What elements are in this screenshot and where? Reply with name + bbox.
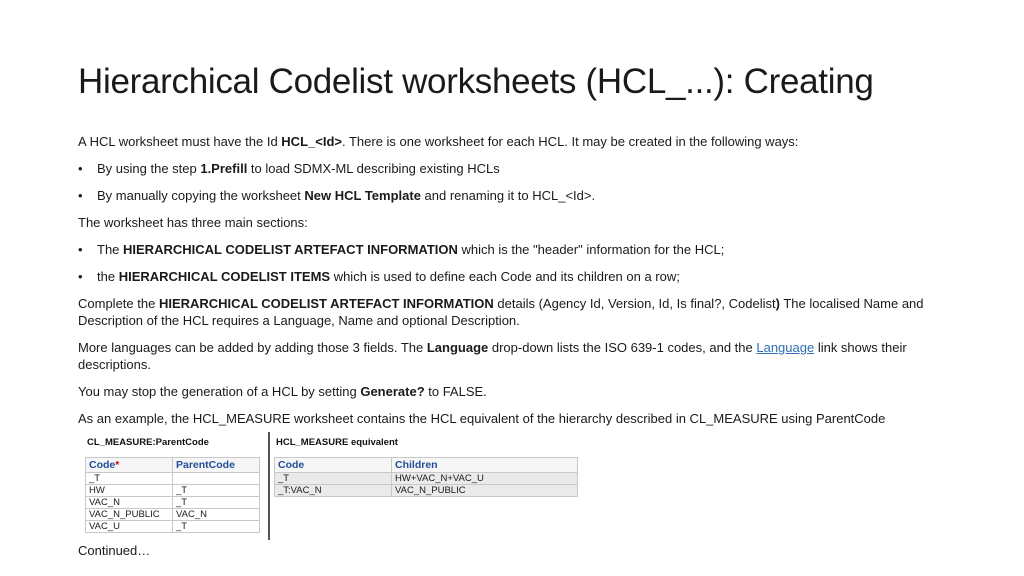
languages-text-end: link shows their descriptions.	[78, 340, 907, 372]
intro-paragraph	[78, 133, 958, 150]
bullet-text-end: and renaming it to HCL_<Id>.	[420, 188, 596, 203]
divider-line	[268, 432, 270, 540]
stop-bold: Generate?	[360, 384, 425, 399]
bullet-text: By using the step	[97, 161, 201, 176]
bullet-text-end: which is the "header" information for the HCL;	[457, 242, 725, 257]
bullet-dot: •	[78, 161, 83, 176]
table-cell: _T	[86, 473, 173, 485]
table-header-row	[275, 458, 578, 473]
complete-text-end: The localised Name and Description of the HCL requires a Language, Name and optional Description.	[78, 296, 924, 328]
table-header-row	[86, 458, 260, 473]
stop-text: You may stop the generation of a HCL by setting	[78, 384, 361, 399]
languages-text-mid: drop-down lists the ISO 639-1 codes, and the	[488, 340, 757, 355]
table-cell: _T	[173, 521, 260, 533]
language-link[interactable]: Language	[756, 340, 815, 355]
bullet-text-end: which is used to define each Code and its children on a row;	[330, 269, 680, 284]
right-table	[274, 457, 578, 497]
languages-text: More languages can be added by adding those 3 fields. The	[78, 340, 427, 355]
bullet-dot: •	[78, 269, 83, 284]
bullet-text: By manually copying the worksheet	[97, 188, 305, 203]
table-cell: VAC_N	[86, 497, 173, 509]
complete-paragraph	[78, 295, 958, 329]
bullet-text: The	[97, 242, 124, 257]
table-cell: _T	[173, 497, 260, 509]
table-cell: HW+VAC_N+VAC_U	[392, 473, 578, 485]
complete-text-mid: details (Agency Id, Version, Id, Is final?, Codelist	[493, 296, 776, 311]
table-row	[86, 509, 260, 521]
continued-label: Continued…	[78, 543, 151, 558]
complete-bold-paren: )	[775, 296, 780, 311]
column-header-code	[86, 458, 173, 473]
table-row	[86, 497, 260, 509]
table-row	[86, 473, 260, 485]
left-table	[85, 457, 260, 533]
languages-bold: Language	[426, 340, 489, 355]
intro-text: A HCL worksheet must have the Id	[78, 134, 282, 149]
languages-paragraph	[78, 339, 958, 373]
bullet-dot: •	[78, 242, 83, 257]
table-row	[275, 473, 578, 485]
left-table-caption: CL_MEASURE:ParentCode	[87, 437, 209, 448]
table-cell: _T:VAC_N	[275, 485, 392, 497]
complete-bold: HIERARCHICAL CODELIST ARTEFACT INFORMATION	[158, 296, 494, 311]
header-label: Code	[89, 459, 116, 471]
bullet-prefill	[78, 160, 958, 177]
required-mark: *	[115, 459, 120, 471]
table-cell: HW	[86, 485, 173, 497]
column-header-code: Code	[275, 458, 392, 473]
bullet-items-section	[78, 268, 958, 285]
bullet-dot: •	[78, 188, 83, 203]
bullet-bold: HIERARCHICAL CODELIST ARTEFACT INFORMATION	[123, 242, 458, 257]
column-header-children: Children	[392, 458, 578, 473]
stop-text-end: to FALSE.	[424, 384, 487, 399]
table-row	[86, 521, 260, 533]
right-table-caption: HCL_MEASURE equivalent	[276, 437, 398, 448]
bullet-text-end: to load SDMX-ML describing existing HCLs	[247, 161, 500, 176]
slide-body	[78, 133, 958, 437]
stop-paragraph	[78, 383, 958, 400]
table-cell: _T	[173, 485, 260, 497]
table-row	[275, 485, 578, 497]
table-cell: VAC_N_PUBLIC	[86, 509, 173, 521]
intro-id: HCL_<Id>	[281, 134, 342, 149]
complete-text: Complete the	[78, 296, 159, 311]
slide-title: Hierarchical Codelist worksheets (HCL_...): Creating	[78, 62, 874, 101]
table-cell: _T	[275, 473, 392, 485]
example-paragraph: As an example, the HCL_MEASURE worksheet contains the HCL equivalent of the hierarchy described in CL_MEASURE using ParentCode	[78, 411, 886, 426]
table-cell: VAC_U	[86, 521, 173, 533]
table-cell: VAC_N	[173, 509, 260, 521]
bullet-bold: 1.Prefill	[200, 161, 248, 176]
table-cell	[173, 473, 260, 485]
column-header-parentcode: ParentCode	[173, 458, 260, 473]
bullet-template	[78, 187, 958, 204]
bullet-header-section	[78, 241, 958, 258]
table-cell: VAC_N_PUBLIC	[392, 485, 578, 497]
bullet-text: the	[97, 269, 119, 284]
sections-intro: The worksheet has three main sections:	[78, 215, 308, 230]
bullet-bold: New HCL Template	[304, 188, 421, 203]
bullet-bold: HIERARCHICAL CODELIST ITEMS	[118, 269, 331, 284]
table-row	[86, 485, 260, 497]
intro-text-end: . There is one worksheet for each HCL. It may be created in the following ways:	[341, 134, 799, 149]
